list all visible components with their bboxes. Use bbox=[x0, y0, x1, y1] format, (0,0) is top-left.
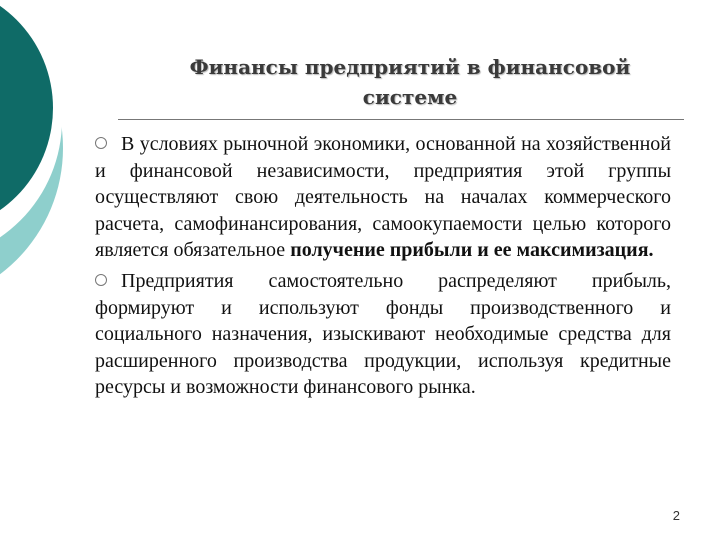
paragraph-1-text: В условиях рыночной экономики, основанной на хозяйственной и финансовой независимости, предприятия этой группы осуществляют свою деятельность на началах коммерческого расчета, самофинансирования, самоокупаемости целью которого является обязательное bbox=[95, 133, 671, 262]
hollow-circle-icon bbox=[95, 137, 107, 149]
slide-body bbox=[95, 131, 671, 401]
decorative-circles bbox=[0, 0, 90, 300]
slide-title-line-2: системе bbox=[362, 85, 458, 109]
paragraph-1 bbox=[95, 131, 671, 264]
title-divider bbox=[118, 119, 684, 120]
paragraph-2 bbox=[95, 268, 671, 401]
paragraph-1-end: . bbox=[648, 239, 654, 262]
paragraph-2-text: Предприятия самостоятельно распределяют прибыль, формируют и используют фонды производственного и социального назначения, изыскивают необходимые средства для расширенного производства продукции, используя кредитные ресурсы и возможности финансового рынка. bbox=[95, 269, 671, 399]
slide-title-line-1: Финансы предприятий в финансовой bbox=[189, 55, 631, 79]
hollow-circle-icon bbox=[95, 274, 107, 286]
slide-title bbox=[150, 52, 670, 112]
page-number: 2 bbox=[672, 508, 680, 523]
paragraph-1-bold: получение прибыли и ее максимизация bbox=[290, 239, 649, 262]
